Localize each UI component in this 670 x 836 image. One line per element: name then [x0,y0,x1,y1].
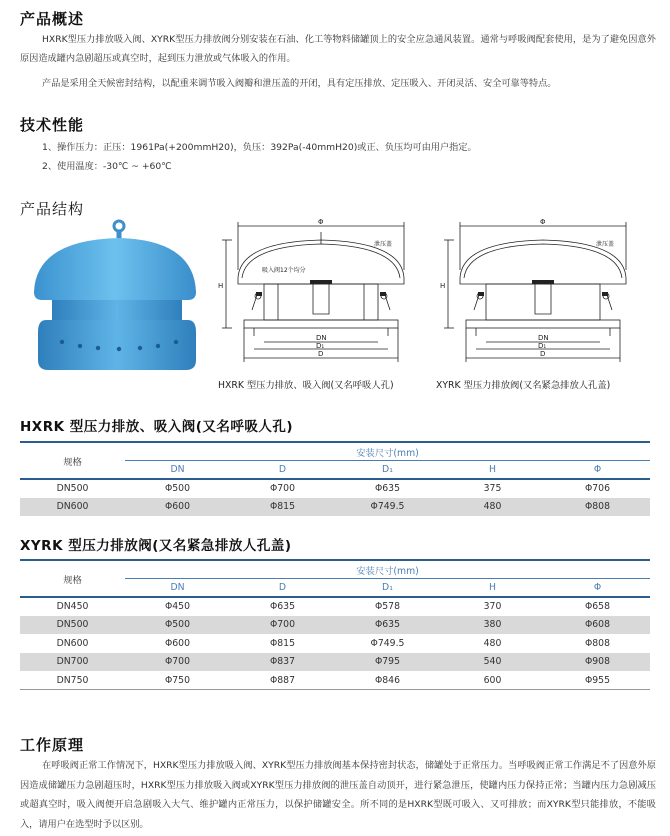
tech-line-1: 1、操作压力：正压：1961Pa(+200mmH20)，负压：392Pa(-40mmH20)或正、负压均可由用户指定。 [42,142,477,153]
table-cell: Φ808 [545,498,650,517]
table-cell: Φ750 [125,671,230,690]
table-cell: Φ749.5 [335,498,440,517]
table-cell: Φ635 [269,601,296,613]
hxrk-d1-label: D₁ [316,342,325,350]
xyrk-d1-label: D₁ [538,342,547,350]
table-cell: Φ908 [545,653,650,672]
hxrk-h-label: H [218,282,224,290]
table-cell: DN600 [56,637,89,649]
overview-paragraph-1: HXRK型压力排放吸入阀、XYRK型压力排放阀分别安装在石油、化工等物料储罐顶上的安全应急通风装置。通常与呼吸阀配套使用，是为了避免因意外原因造成罐内急剧超压或真空时，起到压力泄放或气体吸入的作用。 [20,34,656,64]
overview-paragraph-2: 产品是采用全天候密封结构，以配重来调节吸入阀瓣和泄压盖的开闭，具有定压排放、定压吸入、开闭灵活、安全可靠等特点。 [42,78,557,89]
table-cell: 380 [440,616,545,635]
table-cell: Φ706 [584,483,611,495]
hxrk-holes-label: 吸入阀12个均分 [262,267,306,274]
table-cell: DN600 [20,498,125,517]
table-cell: Φ600 [164,637,191,649]
overview-title: 产品概述 [20,10,85,28]
xyrk-table-title: XYRK 型压力排放阀(又名紧急排放人孔盖) [20,538,292,554]
valve-neck [52,300,182,322]
table-cell: Φ815 [269,637,296,649]
table-cell: DN500 [56,483,89,495]
hxrk-cover-label: 泄压盖 [374,241,393,248]
xyrk-cover-label: 泄压盖 [596,241,615,248]
xyrk-col-header: D₁ [335,579,440,598]
lifting-ring-icon [114,221,124,231]
table-cell: Φ600 [125,498,230,517]
xyrk-col-header: H [440,579,545,598]
xyrk-technical-drawing [440,214,648,372]
xyrk-dn-label: DN [538,334,549,342]
table-cell: Φ635 [335,616,440,635]
hxrk-spec-header: 规格 [20,442,125,479]
table-cell: 600 [440,671,545,690]
xyrk-spec-table [20,559,650,690]
valve-product-image [28,214,198,378]
table-cell: Φ450 [164,601,191,613]
xyrk-phi-label: Φ [540,218,546,226]
table-row [20,634,650,653]
principle-paragraph: 在呼吸阀正常工作情况下，HXRK型压力排放吸入阀、XYRK型压力排放阀基本保持密封状态，储罐处于正常压力。当呼吸阀正常工作满足不了因意外原因造成储罐压力急剧超压时，HXRK型压力排放吸入阀或XYRK型压力排放阀的泄压盖自动顶开，进行紧急泄压，使罐内压力保持正常；当罐内压力急剧减压或超真空时，吸入阀便开启急剧吸入大气、维护罐内正常压力，以保护储罐安全。所不同的是HXRK型既可吸入、又可排放；而XYRK型只能排放，不能吸入，请用户在选型时予以区别。 [20,760,656,830]
dome-cover [34,238,196,300]
xyrk-spec-header: 规格 [20,560,125,597]
xyrk-drawing-caption: XYRK 型压力排放阀(又名紧急排放人孔盖) [436,380,611,391]
hxrk-col-header: D [230,461,335,480]
table-cell: Φ749.5 [370,637,405,649]
table-cell: Φ815 [230,498,335,517]
table-cell: Φ635 [374,483,401,495]
hxrk-d-label: D [318,350,324,358]
structure-title: 产品结构 [20,200,85,218]
hxrk-technical-drawing [218,214,426,372]
table-cell: DN450 [56,601,89,613]
table-row [20,671,650,690]
table-cell: 375 [483,483,502,495]
table-cell: Φ887 [230,671,335,690]
xyrk-h-label: H [440,282,446,290]
table-cell: DN750 [20,671,125,690]
table-cell: 480 [483,637,502,649]
table-row [20,616,650,635]
hxrk-phi-label: Φ [318,218,324,226]
table-cell: Φ955 [545,671,650,690]
table-row [20,479,650,498]
table-cell: Φ700 [269,483,296,495]
hxrk-col-header: D₁ [335,461,440,480]
table-cell: DN500 [20,616,125,635]
hxrk-table-title: HXRK 型压力排放、吸入阀(又名呼吸人孔) [20,419,294,435]
table-cell: Φ608 [545,616,650,635]
table-cell: 540 [440,653,545,672]
table-cell: DN700 [20,653,125,672]
table-cell: Φ500 [164,483,191,495]
hxrk-col-header: DN [125,461,230,480]
table-cell: Φ837 [230,653,335,672]
xyrk-col-header: DN [125,579,230,598]
hxrk-group-header: 安装尺寸(mm) [125,442,650,461]
table-row [20,498,650,517]
table-cell: Φ658 [584,601,611,613]
table-cell: Φ808 [584,637,611,649]
hxrk-drawing-caption: HXRK 型压力排放、吸入阀(又名呼吸人孔) [218,380,394,391]
table-cell: Φ795 [335,653,440,672]
xyrk-group-header: 安装尺寸(mm) [125,560,650,579]
table-row [20,597,650,616]
table-cell: Φ700 [230,616,335,635]
table-cell: 480 [440,498,545,517]
xyrk-d-label: D [540,350,546,358]
table-cell: 370 [483,601,502,613]
table-cell: Φ500 [125,616,230,635]
table-row [20,653,650,672]
table-cell: Φ578 [374,601,401,613]
xyrk-col-header: Φ [545,579,650,598]
hxrk-spec-table [20,441,650,516]
hxrk-dn-label: DN [316,334,327,342]
table-cell: Φ846 [335,671,440,690]
table-cell: Φ700 [125,653,230,672]
hxrk-col-header: Φ [545,461,650,480]
tech-line-2: 2、使用温度：-30℃ ~ +60℃ [42,161,172,172]
principle-title: 工作原理 [20,736,85,754]
tech-title: 技术性能 [20,116,85,134]
valve-flange [38,320,196,370]
xyrk-col-header: D [230,579,335,598]
hxrk-col-header: H [440,461,545,480]
